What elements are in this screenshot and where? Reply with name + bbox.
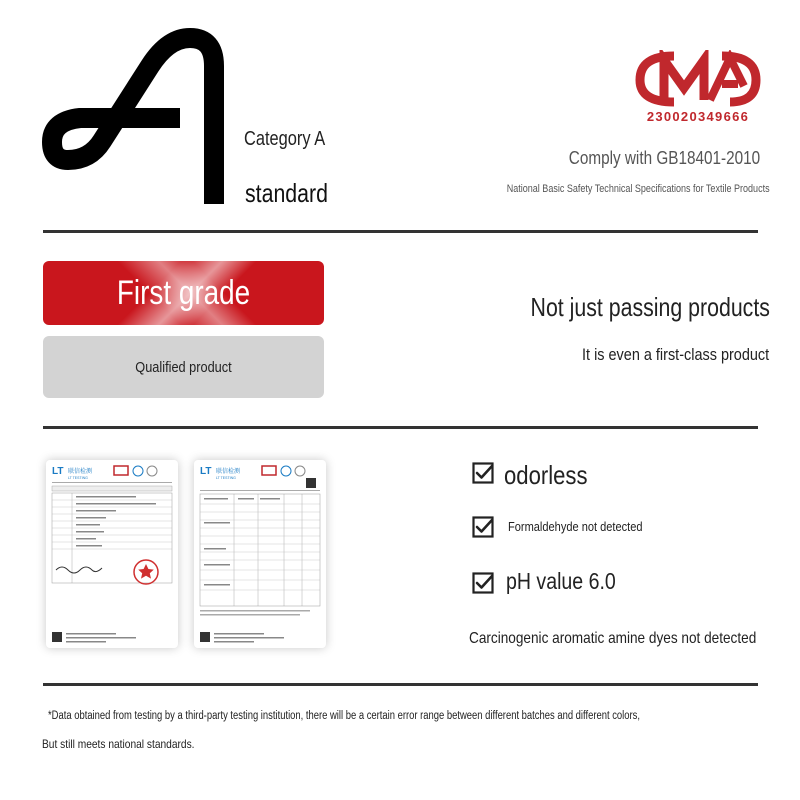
svg-text:联信检测: 联信检测 (68, 469, 93, 475)
svg-text:联信检测: 联信检测 (216, 469, 241, 475)
feature-formaldehyde: Formaldehyde not detected (508, 519, 643, 534)
test-report-image (46, 460, 178, 648)
test-report-document-icon (194, 460, 326, 648)
grade-subline: It is even a first-class product (581, 345, 769, 364)
first-grade-label: First grade (116, 274, 251, 312)
feature-odorless: odorless (504, 460, 588, 490)
category-label: Category A (244, 128, 326, 150)
carcinogenic-note: Carcinogenic aromatic amine dyes not detected (469, 630, 757, 647)
test-report-image (194, 460, 326, 648)
category-a-letter-icon (40, 26, 240, 210)
cma-logo-icon (634, 50, 762, 108)
svg-text:CMA: CMA (698, 85, 701, 86)
footnote-line-1: *Data obtained from testing by a third-party testing institution, there will be a certain error range between different batches and different colors, (48, 710, 640, 722)
feature-ph-value: pH value 6.0 (506, 568, 616, 594)
divider (43, 426, 758, 429)
divider (43, 683, 758, 686)
test-report-document-icon (46, 460, 178, 648)
grade-headline: Not just passing products (530, 292, 770, 322)
cma-number: 230020349666 (646, 109, 750, 124)
spec-text: National Basic Safety Technical Specifications for Textile Products (507, 183, 770, 195)
checkbox-checked-icon (472, 516, 494, 538)
svg-text:LT: LT (200, 466, 212, 477)
qualified-label: Qualified product (135, 359, 232, 376)
checkbox-checked-icon (472, 462, 494, 484)
svg-text:LT TESTING: LT TESTING (68, 476, 88, 480)
divider (43, 230, 758, 233)
footnote-line-2: But still meets national standards. (42, 737, 195, 751)
standard-label: standard (245, 178, 328, 208)
svg-text:LT TESTING: LT TESTING (216, 476, 236, 480)
checkbox-checked-icon (472, 572, 494, 594)
comply-text: Comply with GB18401-2010 (568, 148, 760, 168)
svg-text:LT: LT (52, 466, 64, 477)
